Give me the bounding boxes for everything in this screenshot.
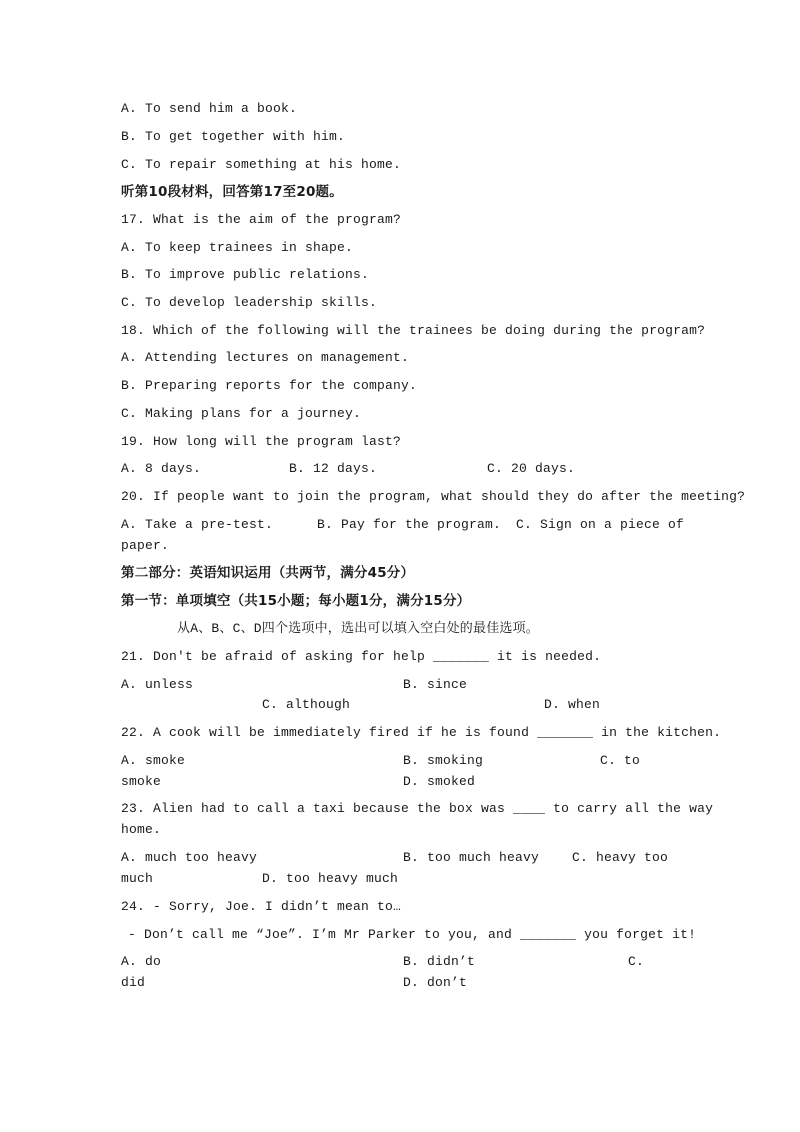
q18-option-a: A. Attending lectures on management. bbox=[121, 350, 410, 365]
q20-option-c: C. Sign on a piece of bbox=[516, 517, 685, 532]
instruction: 从A、B、C、D四个选项中，选出可以填入空白处的最佳选项。 bbox=[177, 621, 540, 636]
q21-option-c: C. although bbox=[262, 697, 351, 712]
q19-option-c: C. 20 days. bbox=[487, 461, 576, 476]
section1-heading: 第一节：单项填空（共15小题；每小题1分，满分15分） bbox=[121, 593, 471, 609]
q24-option-a: A. do bbox=[121, 954, 162, 969]
q19-option-a: A. 8 days. bbox=[121, 461, 202, 476]
q23-option-a: A. much too heavy bbox=[121, 850, 258, 865]
q22-option-d: D. smoked bbox=[403, 774, 476, 789]
q22-option-b: B. smoking bbox=[403, 753, 484, 768]
q23-stem-continued: home. bbox=[121, 822, 162, 837]
q16-option-b: B. To get together with him. bbox=[121, 129, 346, 144]
q24-option-c-continued: did bbox=[121, 975, 146, 990]
q21-stem: 21. Don't be afraid of asking for help _______ it is needed. bbox=[121, 649, 602, 664]
q20-option-b: B. Pay for the program. bbox=[317, 517, 502, 532]
q18-option-b: B. Preparing reports for the company. bbox=[121, 378, 418, 393]
q17-stem: 17. What is the aim of the program? bbox=[121, 212, 402, 227]
q18-stem: 18. Which of the following will the trainees be doing during the program? bbox=[121, 323, 706, 338]
q23-option-b: B. too much heavy bbox=[403, 850, 540, 865]
q17-option-c: C. To develop leadership skills. bbox=[121, 295, 378, 310]
q20-option-c-continued: paper. bbox=[121, 538, 170, 553]
q16-option-c: C. To repair something at his home. bbox=[121, 157, 402, 172]
q19-option-b: B. 12 days. bbox=[289, 461, 378, 476]
q24-line2: - Don’t call me “Joe”. I’m Mr Parker to you, and _______ you forget it! bbox=[128, 927, 697, 942]
q23-option-c: C. heavy too bbox=[572, 850, 669, 865]
q18-option-c: C. Making plans for a journey. bbox=[121, 406, 362, 421]
q23-stem: 23. Alien had to call a taxi because the box was ____ to carry all the way bbox=[121, 801, 714, 816]
part2-heading: 第二部分：英语知识运用（共两节，满分45分） bbox=[121, 565, 415, 581]
q17-option-a: A. To keep trainees in shape. bbox=[121, 240, 354, 255]
q21-option-b: B. since bbox=[403, 677, 468, 692]
q22-option-c-continued: smoke bbox=[121, 774, 162, 789]
q22-option-a: A. smoke bbox=[121, 753, 186, 768]
q20-stem: 20. If people want to join the program, what should they do after the meeting? bbox=[121, 489, 746, 504]
q24-line1: 24. - Sorry, Joe. I didn’t mean to… bbox=[121, 899, 402, 914]
q23-option-c-continued: much bbox=[121, 871, 154, 886]
q17-option-b: B. To improve public relations. bbox=[121, 267, 370, 282]
q22-option-c: C. to bbox=[600, 753, 641, 768]
q16-option-a: A. To send him a book. bbox=[121, 101, 298, 116]
q24-option-c: C. bbox=[628, 954, 645, 969]
q24-option-d: D. don’t bbox=[403, 975, 468, 990]
q24-option-b: B. didn’t bbox=[403, 954, 476, 969]
q23-option-d: D. too heavy much bbox=[262, 871, 399, 886]
section10-heading: 听第10段材料，回答第17至20题。 bbox=[121, 184, 343, 200]
q22-stem: 22. A cook will be immediately fired if he is found _______ in the kitchen. bbox=[121, 725, 722, 740]
q19-stem: 19. How long will the program last? bbox=[121, 434, 402, 449]
q20-option-a: A. Take a pre-test. bbox=[121, 517, 274, 532]
q21-option-d: D. when bbox=[544, 697, 601, 712]
q21-option-a: A. unless bbox=[121, 677, 194, 692]
